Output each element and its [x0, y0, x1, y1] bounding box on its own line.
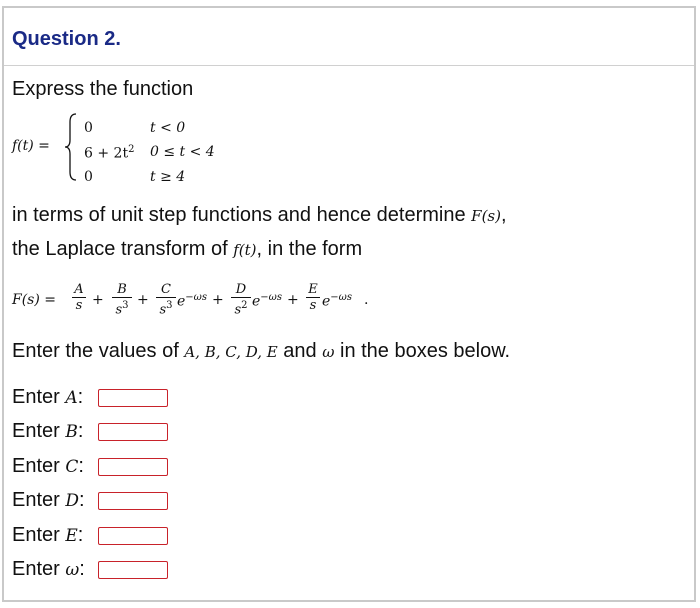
answer-label-omega: Enter ω:	[12, 558, 85, 580]
term-e-fraction: $\frac{E}{s}$	[306, 282, 320, 314]
piece-2-expr: $6 + 2t^2$	[84, 144, 135, 162]
answer-input-e[interactable]	[98, 527, 168, 545]
body-line-2: the Laplace transform of f(t), in the form	[12, 238, 363, 260]
answer-row-a	[12, 386, 83, 412]
plus-2: +	[137, 292, 149, 308]
plus-3: +	[212, 292, 224, 308]
piecewise-lhs: f(t) =	[12, 138, 50, 154]
plus-4: +	[287, 292, 299, 308]
piece-1-expr: 0	[84, 120, 93, 136]
body-line-1: in terms of unit step functions and hence determine F(s),	[12, 204, 507, 226]
answer-label-d: Enter D:	[12, 489, 85, 511]
question-title: Question 2.	[12, 28, 121, 50]
question-panel	[2, 6, 696, 602]
term-b-fraction: $\frac{B}{s^3}$	[112, 282, 132, 318]
left-brace	[64, 112, 78, 182]
instruction-text: Enter the values of A, B, C, D, E and ω in the boxes below.	[12, 340, 511, 362]
term-e-exponential: $e^{-\omega s}$	[322, 292, 352, 310]
intro-text: Express the function	[12, 78, 194, 100]
answer-label-c: Enter C:	[12, 455, 84, 477]
answer-row-b	[12, 420, 83, 446]
answer-input-omega[interactable]	[98, 561, 168, 579]
answer-label-e: Enter E:	[12, 524, 84, 546]
term-d-fraction: $\frac{D}{s^2}$	[231, 282, 251, 318]
answer-input-d[interactable]	[98, 492, 168, 510]
term-c-fraction: $\frac{C}{s^3}$	[156, 282, 176, 318]
piece-2-cond: 0 ≤ t < 4	[150, 144, 215, 160]
piece-3-expr: 0	[84, 169, 93, 185]
answer-input-b[interactable]	[98, 423, 168, 441]
answer-row-e	[12, 524, 83, 550]
plus-1: +	[92, 292, 104, 308]
term-a-fraction: $\frac{A}{s}$	[72, 282, 86, 314]
answer-label-a: Enter A:	[12, 386, 84, 408]
formula-lhs: F(s) =	[12, 292, 57, 308]
title-divider	[4, 65, 694, 66]
answer-row-c	[12, 455, 84, 481]
answer-row-omega	[12, 558, 85, 584]
piece-3-cond: t ≥ 4	[150, 169, 186, 185]
piece-1-cond: t < 0	[150, 120, 186, 136]
answer-input-a[interactable]	[98, 389, 168, 407]
term-d-exponential: $e^{-\omega s}$	[252, 292, 282, 310]
term-c-exponential: $e^{-\omega s}$	[177, 292, 207, 310]
answer-label-b: Enter B:	[12, 420, 84, 442]
formula-period: .	[364, 292, 369, 308]
answer-row-d	[12, 489, 85, 515]
answer-input-c[interactable]	[98, 458, 168, 476]
